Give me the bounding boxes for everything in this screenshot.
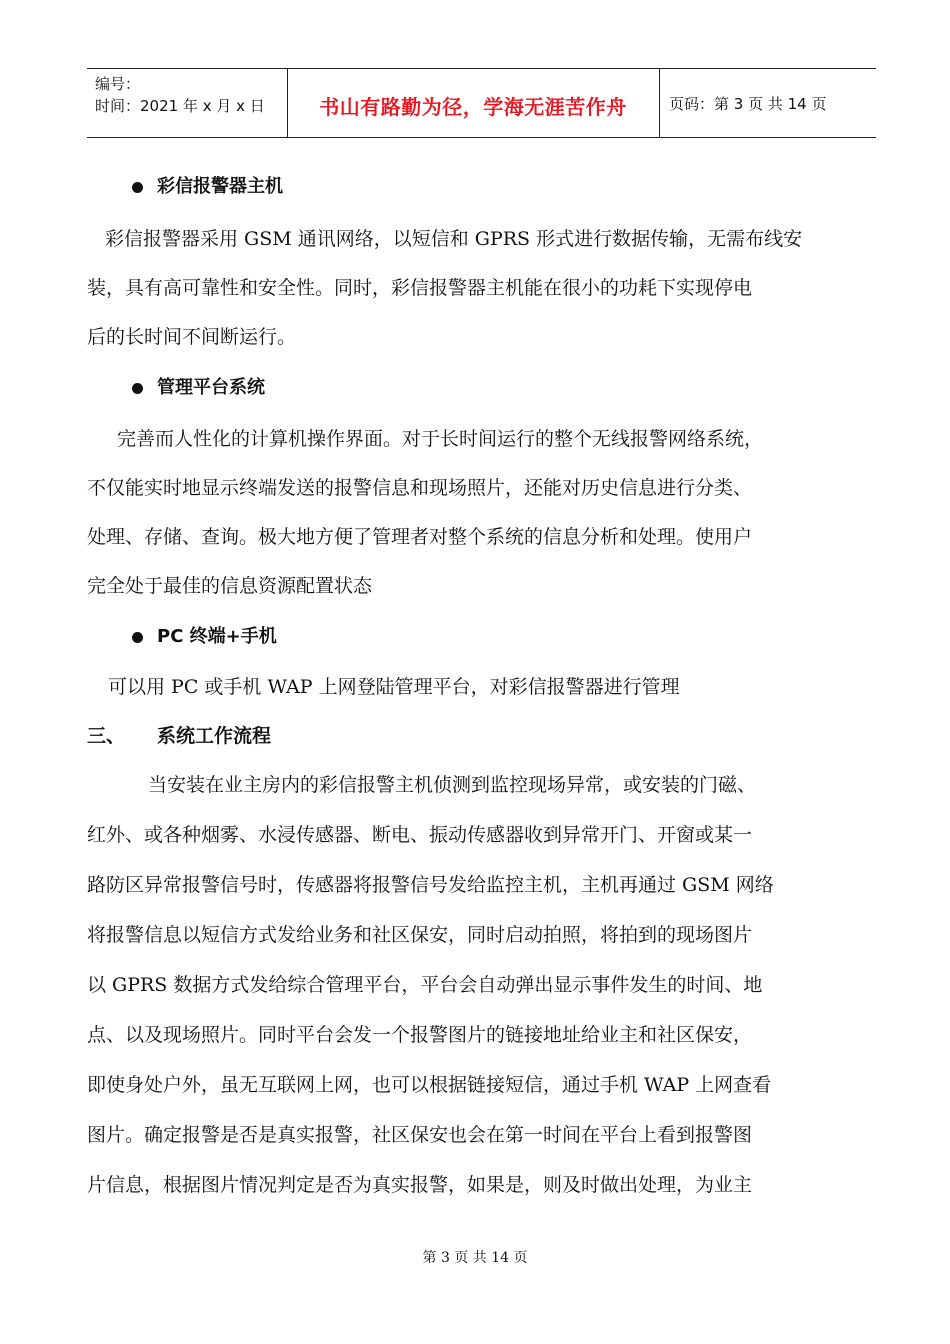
- paragraph-line: 完全处于最佳的信息资源配置状态: [87, 575, 373, 597]
- paragraph-line: 红外、或各种烟雾、水浸传感器、断电、振动传感器收到异常开门、开窗或某一: [87, 824, 753, 846]
- heading-text: 彩信报警器主机: [157, 176, 283, 197]
- bullet-dot-icon: [132, 383, 143, 394]
- heading-text: 管理平台系统: [157, 377, 265, 398]
- header-page-info: 页码：第 3 页 共 14 页: [669, 95, 827, 113]
- paragraph-line: 可以用 PC 或手机 WAP 上网登陆管理平台，对彩信报警器进行管理: [108, 676, 680, 698]
- paragraph-line: 将报警信息以短信方式发给业务和社区保安，同时启动拍照，将拍到的现场图片: [87, 924, 753, 946]
- section-number: 三、: [87, 725, 126, 747]
- paragraph-line: 路防区异常报警信号时，传感器将报警信号发给监控主机，主机再通过 GSM 网络: [87, 874, 774, 896]
- paragraph-line: 处理、存储、查询。极大地方便了管理者对整个系统的信息分析和处理。使用户: [87, 526, 753, 548]
- bullet-heading-platform: [132, 373, 922, 399]
- section-title: 系统工作流程: [157, 725, 272, 747]
- paragraph-line: 完善而人性化的计算机操作界面。对于长时间运行的整个无线报警网络系统，: [117, 428, 764, 450]
- time-label: 时间：2021 年 x 月 x 日: [95, 97, 265, 115]
- page-footer: 第 3 页 共 14 页: [422, 1250, 528, 1266]
- number-label: 编号：: [95, 75, 141, 93]
- heading-text: PC 终端+手机: [157, 626, 277, 647]
- section-heading-workflow: [87, 721, 877, 748]
- paragraph-line: 不仅能实时地显示终端发送的报警信息和现场照片，还能对历史信息进行分类、: [87, 477, 753, 499]
- header-divider: [659, 69, 660, 137]
- bullet-heading-mms-host: [132, 172, 922, 198]
- header-meta: [95, 73, 285, 117]
- paragraph-line: 当安装在业主房内的彩信报警主机侦测到监控现场异常，或安装的门磁、: [148, 774, 757, 796]
- document-header: [87, 68, 876, 138]
- paragraph-line: 片信息，根据图片情况判定是否为真实报警，如果是，则及时做出处理，为业主: [87, 1174, 753, 1196]
- paragraph-line: 以 GPRS 数据方式发给综合管理平台，平台会自动弹出显示事件发生的时间、地: [87, 974, 763, 996]
- paragraph-line: 后的长时间不间断运行。: [87, 326, 297, 348]
- paragraph-line: 装，具有高可靠性和安全性。同时，彩信报警器主机能在很小的功耗下实现停电: [87, 277, 753, 299]
- bullet-dot-icon: [132, 182, 143, 193]
- paragraph-line: 点、以及现场照片。同时平台会发一个报警图片的链接地址给业主和社区保安，: [87, 1024, 753, 1046]
- bullet-dot-icon: [132, 632, 143, 643]
- header-motto: 书山有路勤为径，学海无涯苦作舟: [319, 95, 627, 119]
- bullet-heading-terminal: [132, 622, 922, 648]
- paragraph-line: 彩信报警器采用 GSM 通讯网络，以短信和 GPRS 形式进行数据传输，无需布线安: [105, 228, 803, 250]
- paragraph-line: 图片。确定报警是否是真实报警，社区保安也会在第一时间在平台上看到报警图: [87, 1124, 753, 1146]
- paragraph-line: 即使身处户外，虽无互联网上网，也可以根据链接短信，通过手机 WAP 上网查看: [87, 1074, 772, 1096]
